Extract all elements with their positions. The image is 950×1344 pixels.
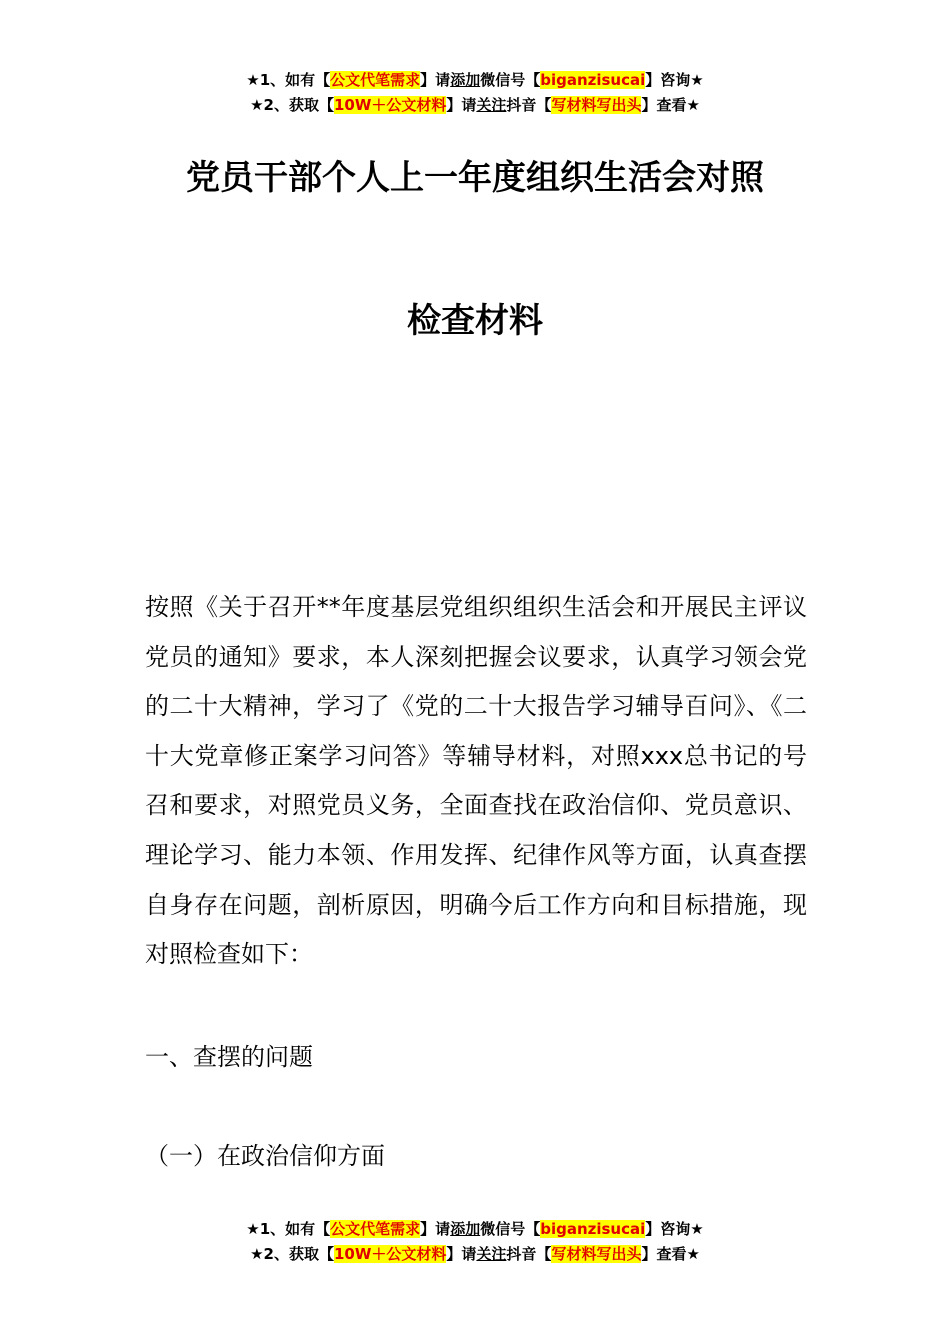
banner-text: 】查看★ bbox=[641, 96, 700, 114]
banner-underline: 关注 bbox=[476, 96, 507, 114]
banner-text: ★1、如有【 bbox=[246, 1220, 331, 1238]
banner-text: 】请 bbox=[446, 96, 477, 114]
banner-text: 抖音【 bbox=[506, 96, 552, 114]
header-banner bbox=[0, 68, 950, 118]
banner-line-2 bbox=[0, 93, 950, 118]
banner-highlight: 10W＋公文材料 bbox=[333, 96, 447, 114]
banner-underline: 添加 bbox=[450, 71, 481, 89]
banner-highlight: biganzisucai bbox=[540, 1220, 646, 1238]
banner-text: ★2、获取【 bbox=[250, 96, 334, 114]
banner-text: 】请 bbox=[420, 1220, 451, 1238]
banner-highlight: 写材料写出头 bbox=[551, 1245, 642, 1263]
document-title-line-2: 检查材料 bbox=[407, 301, 543, 341]
banner-text: 微信号【 bbox=[480, 1220, 541, 1238]
banner-text: ★1、如有【 bbox=[246, 71, 331, 89]
banner-highlight: 公文代笔需求 bbox=[330, 1220, 421, 1238]
section-heading: 一、查摆的问题 bbox=[145, 1043, 313, 1071]
banner-line-1 bbox=[0, 68, 950, 93]
banner-text: 微信号【 bbox=[480, 71, 541, 89]
banner-text: 】咨询★ bbox=[645, 1220, 704, 1238]
banner-highlight: biganzisucai bbox=[540, 71, 646, 89]
banner-text: 】咨询★ bbox=[645, 71, 704, 89]
banner-underline: 添加 bbox=[450, 1220, 481, 1238]
banner-highlight: 公文代笔需求 bbox=[330, 71, 421, 89]
banner-text: 】请 bbox=[420, 71, 451, 89]
banner-line-1 bbox=[0, 1217, 950, 1242]
footer-banner bbox=[0, 1217, 950, 1267]
banner-text: ★2、获取【 bbox=[250, 1245, 334, 1263]
intro-paragraph: 按照《关于召开**年度基层党组织组织生活会和开展民主评议党员的通知》要求，本人深刻把握会议要求，认真学习领会党的二十大精神，学习了《党的二十大报告学习辅导百问》、《二十大党章修正案学习问答》等辅导材料，对照xxx总书记的号召和要求，对照党员义务，全面查找在政治信仰、党员意识、理论学习、能力本领、作用发挥、纪律作风等方面，认真查摆自身存在问题，剖析原因，明确今后工作方向和目标措施，现对照检查如下： bbox=[145, 593, 807, 969]
banner-text: 】请 bbox=[446, 1245, 477, 1263]
banner-line-2 bbox=[0, 1242, 950, 1267]
banner-text: 】查看★ bbox=[641, 1245, 700, 1263]
document-title-line-1: 党员干部个人上一年度组织生活会对照 bbox=[186, 158, 764, 198]
banner-highlight: 10W＋公文材料 bbox=[333, 1245, 447, 1263]
banner-highlight: 写材料写出头 bbox=[551, 96, 642, 114]
banner-underline: 关注 bbox=[476, 1245, 507, 1263]
subsection-heading: （一）在政治信仰方面 bbox=[145, 1142, 385, 1170]
banner-text: 抖音【 bbox=[506, 1245, 552, 1263]
